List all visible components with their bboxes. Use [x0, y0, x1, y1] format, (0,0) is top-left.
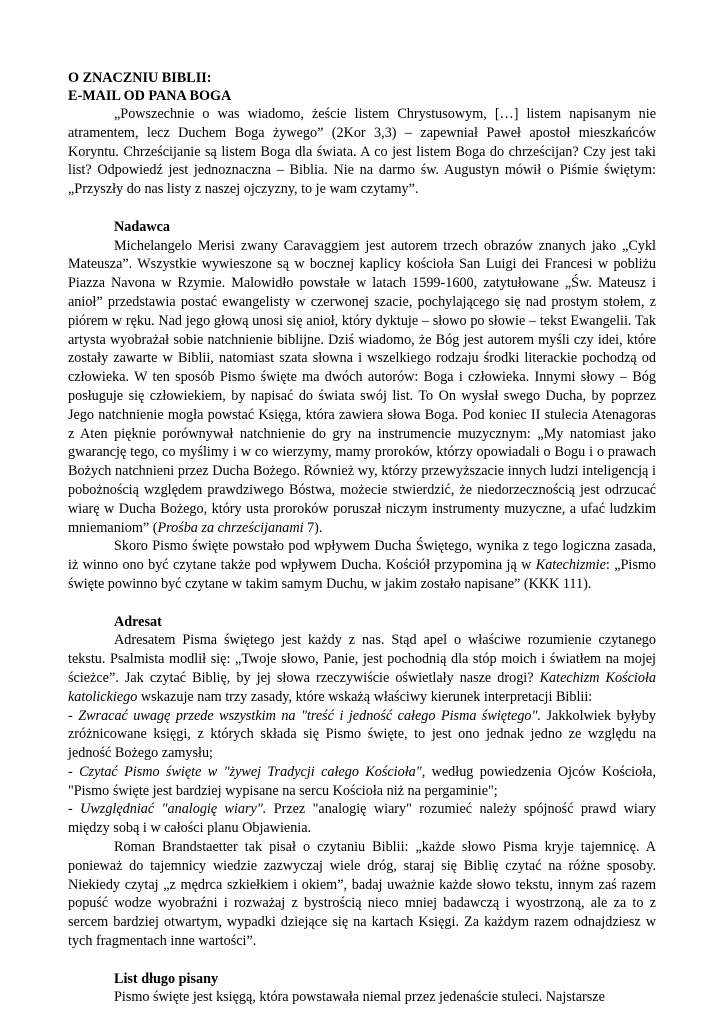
nadawca-p1-text: Michelangelo Merisi zwany Caravaggiem jest autorem trzech obrazów znanych jako „Cykl Mateusza”. Wszystkie wywieszone są w bocznej kaplicy kościoła San Luigi dei Francesi w pobliżu Piazza Navona w Rzymie. Malowidło powstałe w latach 1599-1600, zatytułowane „Św. Mateusz i anioł” przedstawia postać ewangelisty w czerwonej szacie, pochylającego się nad prostym stołem, z piórem w ręku. Nad jego głową unosi się anioł, który dyktuje – słowo po słowie – tekst Ewangelii. Tak artysta wyobrażał sobie natchnienie biblijne. Dziś wiadomo, że Bóg jest autorem myśli czy idei, które zostały zawarte w Biblii, natomiast szata słowna i wszelkiego rodzaju środki literackie pochodzą od człowieka. W ten sposób Pismo święte ma dwóch autorów: Boga i człowieka. Innymi słowy – Bóg posługuje się człowiekiem, by napisać do świata swój list. To On wysłał swego Ducha, by poprzez Jego natchnienie mogła powstać Księga, która zawiera słowa Boga. Pod koniec II stulecia Atenagoras z Aten pięknie porównywał natchnienie do gry na instrumencie muzycznym: „My natomiast jako gwarancję tego, co myślimy i w co wierzymy, mamy proroków, którzy opowiadali o Bogu i o prawach Bożych natchnieni przez Ducha Bożego. Również wy, którzy przewyższacie innych ludzi inteligencją i pobożnością względem prawdziwego Bóstwa, możecie stwierdzić, że niedorzecznością jest odrzucać wiarę w Ducha Bożego, który usta proroków poruszał niczym instrumenty muzyczne, a ufać ludzkim mniemaniom” (	[68, 237, 656, 536]
nadawca-paragraph-2	[68, 537, 656, 593]
nadawca-p1-tail: 7).	[303, 519, 323, 536]
rule-3-italic: - Uwzględniać "analogię wiary".	[68, 801, 267, 818]
section-heading-nadawca: Nadawca	[114, 218, 170, 235]
adresat-p1-tail: wskazuje nam trzy zasady, które wskażą właściwy kierunek interpretacji Biblii:	[137, 688, 593, 705]
section-heading-list: List długo pisany	[114, 970, 219, 987]
nadawca-p2-text: Skoro Pismo święte powstało pod wpływem Ducha Świętego, wynika z tego logiczna zasada, iż winno ono być czytane także pod wpływem Ducha. Kościół przypomina ją w	[68, 538, 656, 574]
adresat-rule-3	[68, 800, 656, 838]
adresat-rule-2	[68, 763, 656, 801]
list-paragraph-1: Pismo święte jest księgą, która powstawała niemal przez jedenaście stuleci. Najstarsze	[114, 989, 605, 1006]
spacer	[68, 594, 656, 613]
nadawca-paragraph-1	[68, 237, 656, 538]
adresat-rule-1	[68, 707, 656, 763]
nadawca-p2-italic: Katechizmie	[535, 557, 606, 574]
intro-paragraph: „Powszechnie o was wiadomo, żeście listem Chrystusowym, […] listem napisanym nie atramentem, lecz Duchem Boga żywego” (2Kor 3,3) – zapewniał Paweł apostoł mieszkańców Koryntu. Chrześcijanie są listem Boga dla świata. A co jest listem Boga do chrześcijan? Czy jest taki list? Odpowiedź jest jednoznaczna – Biblia. Nie na darmo św. Augustyn mówił o Piśmie świętym: „Przyszły do nas listy z naszej ojczyzny, to je wam czytamy”.	[68, 106, 656, 198]
spacer	[68, 951, 656, 970]
rule-1-italic: - Zwracać uwagę przede wszystkim na "treść i jedność całego Pisma świętego".	[68, 707, 542, 724]
document-title-line-1: O ZNACZNIU BIBLII:	[68, 70, 212, 86]
adresat-p1-italic: Katechizm Kościoła katolickiego	[68, 669, 656, 705]
rule-1-text: Jakkolwiek byłyby zróżnicowane księgi, z których składa się Pismo święte, to jest ono jednak jedno ze względu na jedność Bożego zamysłu;	[68, 707, 656, 762]
document-title-line-2: E-MAIL OD PANA BOGA	[68, 87, 232, 104]
section-heading-adresat: Adresat	[114, 613, 162, 630]
nadawca-p1-italic: Prośba za chrześcijanami	[157, 519, 304, 536]
adresat-paragraph-1	[68, 631, 656, 706]
adresat-paragraph-2: Roman Brandstaetter tak pisał o czytaniu Biblii: „każde słowo Pisma kryje tajemnicę. A ponieważ do tajemnicy wiedzie zazwyczaj wiele dróg, staraj się Biblię czytać na różne sposoby. Niekiedy czytaj „z mędrca szkiełkiem i okiem”, badaj uważnie każde słowo tekstu, innym zaś razem popuść wodze wyobraźni i rozważaj z bystrością nieco mniej badawczą i wyostrzoną, ale za to z sercem bardziej otwartym, wypadki dziejące się na kartach Księgi. Za każdym razem odnajdziesz w tych fragmentach inne wartości”.	[68, 839, 656, 950]
rule-2-text: według powiedzenia Ojców Kościoła, "Pismo święte jest bardziej wypisane na sercu Kościoła niż na pergaminie";	[68, 763, 656, 799]
nadawca-p2-tail: : „Pismo święte powinno być czytane w takim samym Duchu, w jakim zostało napisane” (KKK 111).	[68, 557, 656, 592]
rule-2-italic: - Czytać Pismo święte w "żywej Tradycji całego Kościoła",	[68, 763, 426, 780]
rule-3-text: Przez "analogię wiary" rozumieć należy spójność prawd wiary między sobą i w całości planu Objawienia.	[68, 801, 656, 837]
adresat-p1-text: Adresatem Pisma świętego jest każdy z nas. Stąd apel o właściwe rozumienie czytanego tekstu. Psalmista modlił się: „Twoje słowo, Panie, jest pochodnią dla stóp moich i światłem na mojej ścieżce”. Jak czytać Biblię, by jej słowa rzeczywiście oświetlały nasze drogi?	[68, 632, 656, 686]
spacer	[68, 199, 656, 218]
